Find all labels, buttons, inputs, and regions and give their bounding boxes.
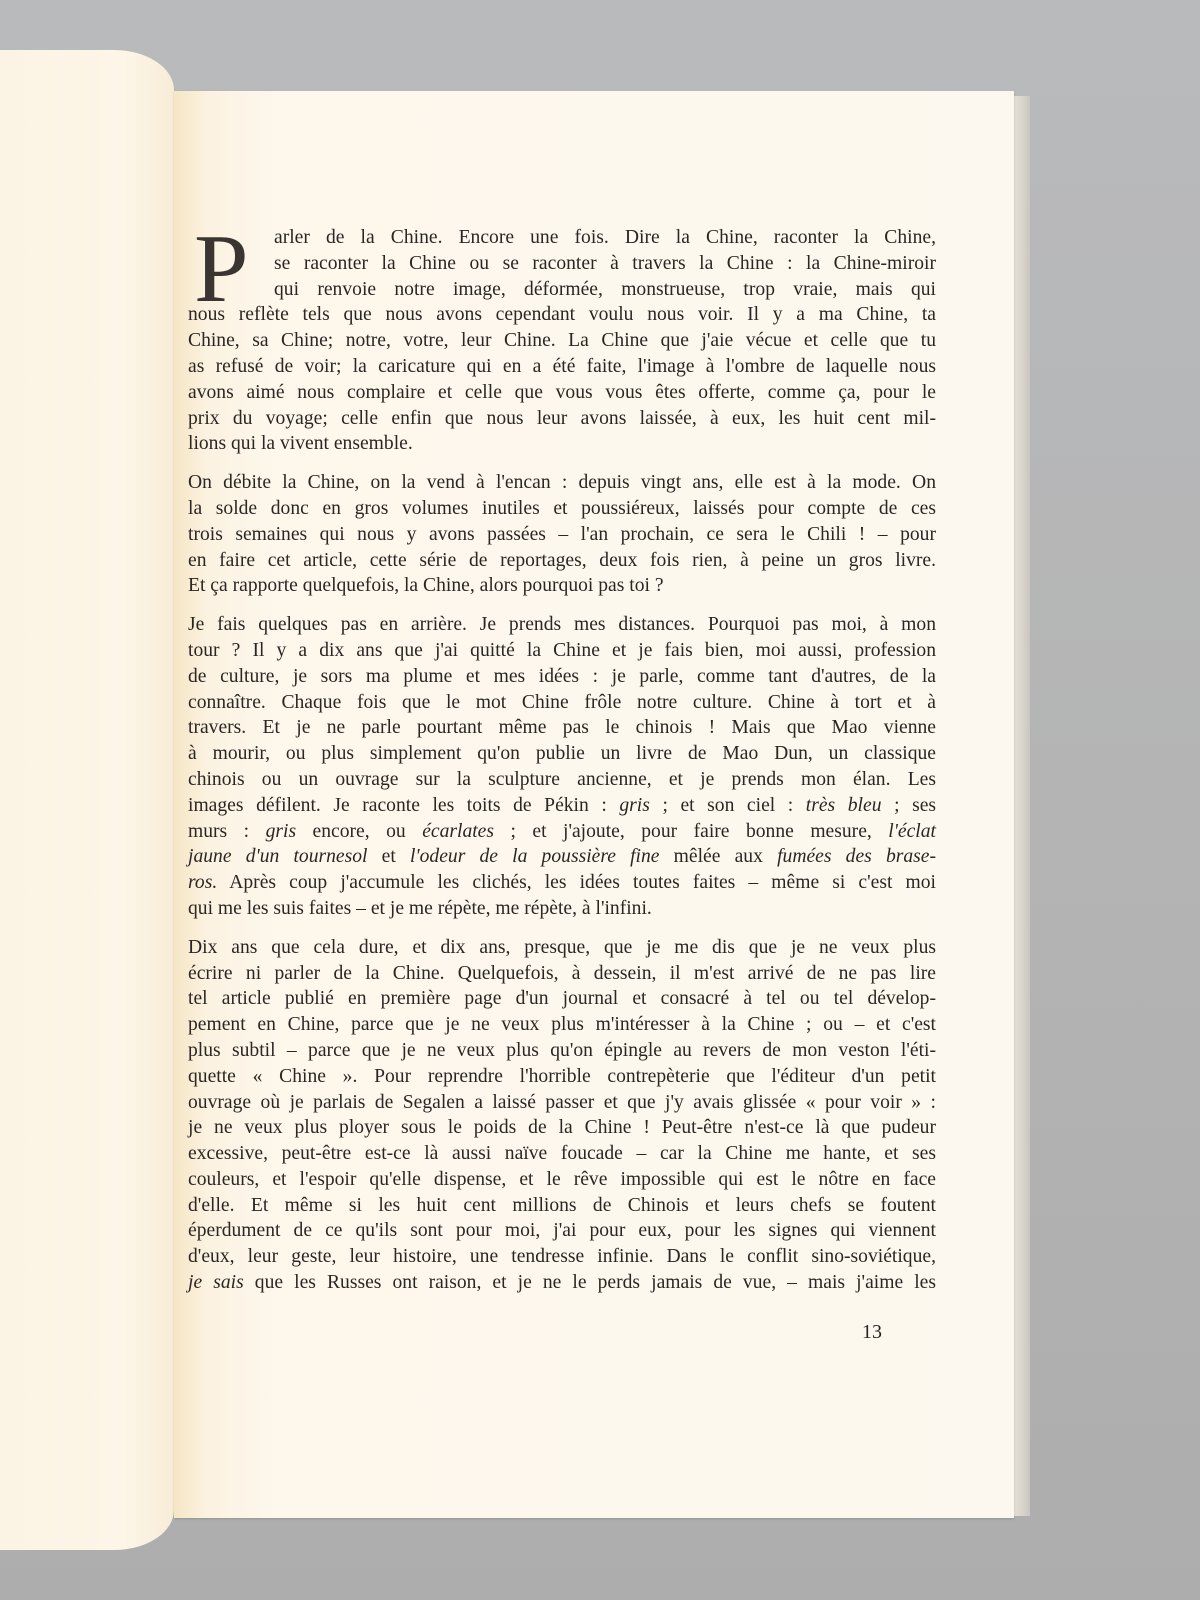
- italic-run: jaune d'un tournesol: [188, 846, 368, 868]
- text-line: tour ? Il y a dix ans que j'ai quitté la Chine et je fais bien, moi aussi, profession: [188, 639, 936, 661]
- text-line: [188, 870, 936, 896]
- italic-run: gris: [619, 794, 650, 816]
- italic-run: écarlates: [422, 820, 495, 842]
- text-line: Et ça rapporte quelquefois, la Chine, alors pourquoi pas toi ?: [188, 575, 664, 597]
- text-line: chinois ou un ouvrage sur la sculpture ancienne, et je prends mon élan. Les: [188, 768, 936, 790]
- text-line: pement en Chine, parce que je ne veux plus m'intéresser à la Chine ; ou – et c'est: [188, 1014, 936, 1036]
- text-run: ; et j'ajoute, pour faire bonne mesure,: [494, 820, 889, 842]
- italic-run: l'éclat: [888, 820, 936, 842]
- text-line: On débite la Chine, on la vend à l'encan : depuis vingt ans, elle est à la mode. On: [188, 472, 936, 494]
- text-run: Après coup j'accumule les clichés, les idées toutes faites – même si c'est moi: [217, 872, 936, 894]
- text-line: se raconter la Chine ou se raconter à travers la Chine : la Chine-miroir: [274, 252, 936, 274]
- text-line: éperdument de ce qu'ils sont pour moi, j'ai pour eux, pour les signes qui viennent: [188, 1220, 936, 1242]
- body-text: [188, 215, 937, 1309]
- text-line: [188, 819, 936, 845]
- text-line: quette « Chine ». Pour reprendre l'horrible contrepèterie que l'éditeur d'un petit: [188, 1065, 936, 1087]
- text-run: encore, ou: [296, 820, 423, 842]
- italic-run: l'odeur de la poussière fine: [409, 846, 660, 868]
- text-line: Chine, sa Chine; notre, votre, leur Chine. La Chine que j'aie vécue et celle que tu: [188, 330, 936, 352]
- text-line: écrire ni parler de la Chine. Quelquefois, à dessein, il m'est arrivé de ne pas lire: [188, 962, 936, 984]
- text-line: [188, 1270, 936, 1296]
- text-line: plus subtil – parce que je ne veux plus qu'on épingle au revers de mon veston l'éti-: [188, 1039, 936, 1061]
- text-line: arler de la Chine. Encore une fois. Dire la Chine, raconter la Chine,: [274, 227, 936, 248]
- right-page: [174, 91, 1014, 1518]
- text-run: images défilent. Je raconte les toits de Pékin :: [188, 794, 620, 816]
- italic-run: ros.: [188, 872, 218, 894]
- text-run: et: [367, 846, 410, 868]
- text-line: à mourir, ou plus simplement qu'on publie un livre de Mao Dun, un classique: [188, 743, 936, 765]
- italic-run: je sais: [188, 1272, 244, 1294]
- italic-run: très bleu: [805, 794, 882, 816]
- italic-run: gris: [265, 820, 297, 842]
- text-line: d'eux, leur geste, leur histoire, une tendresse infinie. Dans le conflit sino-soviétique,: [188, 1246, 936, 1268]
- text-line: Dix ans que cela dure, et dix ans, presque, que je me dis que je ne veux plus: [188, 936, 936, 958]
- text-line: en faire cet article, cette série de reportages, deux fois rien, à peine un gros livre.: [188, 549, 936, 571]
- text-line: lions qui la vivent ensemble.: [188, 433, 413, 455]
- text-line: ouvrage où je parlais de Segalen a laissé passer et que j'y avais glissée « pour voir » :: [188, 1091, 936, 1113]
- text-line: as refusé de voir; la caricature qui en a été faite, l'image à l'ombre de laquelle nous: [188, 355, 936, 377]
- text-run: ; ses: [881, 794, 937, 816]
- left-page: [0, 50, 174, 1550]
- text-line: [188, 844, 936, 870]
- paragraph: [188, 935, 936, 1296]
- text-line: de culture, je sors ma plume et mes idées : je parle, comme tant d'autres, de la: [188, 665, 936, 687]
- text-line: d'elle. Et même si les huit cent millions de Chinois et leurs chefs se foutent: [188, 1194, 936, 1216]
- text-line: avons aimé nous complaire et celle que vous vous êtes offerte, comme ça, pour le: [188, 381, 936, 403]
- text-line: je ne veux plus ployer sous le poids de la Chine ! Peut-être n'est-ce là que pudeur: [188, 1117, 936, 1139]
- text-line: prix du voyage; celle enfin que nous leur avons laissée, à eux, les huit cent mil-: [188, 407, 936, 429]
- text-line: tel article publié en première page d'un journal et consacré à tel ou tel dévelop-: [188, 988, 936, 1010]
- text-line: qui renvoie notre image, déformée, monstrueuse, trop vraie, mais qui: [274, 278, 936, 300]
- page-number: 13: [862, 1321, 882, 1343]
- text-line: qui me les suis faites – et je me répète, me répète, à l'infini.: [188, 897, 652, 919]
- drop-cap: P: [194, 215, 249, 323]
- italic-run: fumées des brase-: [777, 846, 937, 868]
- text-line: nous reflète tels que nous avons cependant voulu nous voir. Il y a ma Chine, ta: [188, 304, 936, 326]
- page-edges: [1012, 96, 1030, 1516]
- text-run: ; et son ciel :: [649, 794, 806, 816]
- text-line: la solde donc en gros volumes inutiles et poussiéreux, laissés pour compte de ces: [188, 497, 936, 519]
- paragraph: [188, 470, 936, 599]
- text-line: couleurs, et l'espoir qu'elle dispense, et le rêve impossible qui est le nôtre en face: [188, 1168, 936, 1190]
- text-line: travers. Et je ne parle pourtant même pas le chinois ! Mais que Mao vienne: [188, 717, 936, 739]
- text-line: [188, 793, 936, 819]
- text-run: murs :: [188, 820, 266, 842]
- text-line: Je fais quelques pas en arrière. Je prends mes distances. Pourquoi pas moi, à mon: [188, 614, 936, 636]
- text-line: excessive, peut-être est-ce là aussi naïve foucade – car la Chine me hante, et ses: [188, 1143, 936, 1165]
- paragraph: [188, 612, 936, 922]
- text-line: trois semaines qui nous y avons passées – l'an prochain, ce sera le Chili ! – pour: [188, 523, 936, 545]
- text-run: mêlée aux: [659, 846, 778, 868]
- text-run: que les Russes ont raison, et je ne le perds jamais de vue, – mais j'aime les: [243, 1272, 936, 1294]
- paragraph: [188, 215, 936, 457]
- text-line: connaître. Chaque fois que le mot Chine frôle notre culture. Chine à tort et à: [188, 691, 936, 713]
